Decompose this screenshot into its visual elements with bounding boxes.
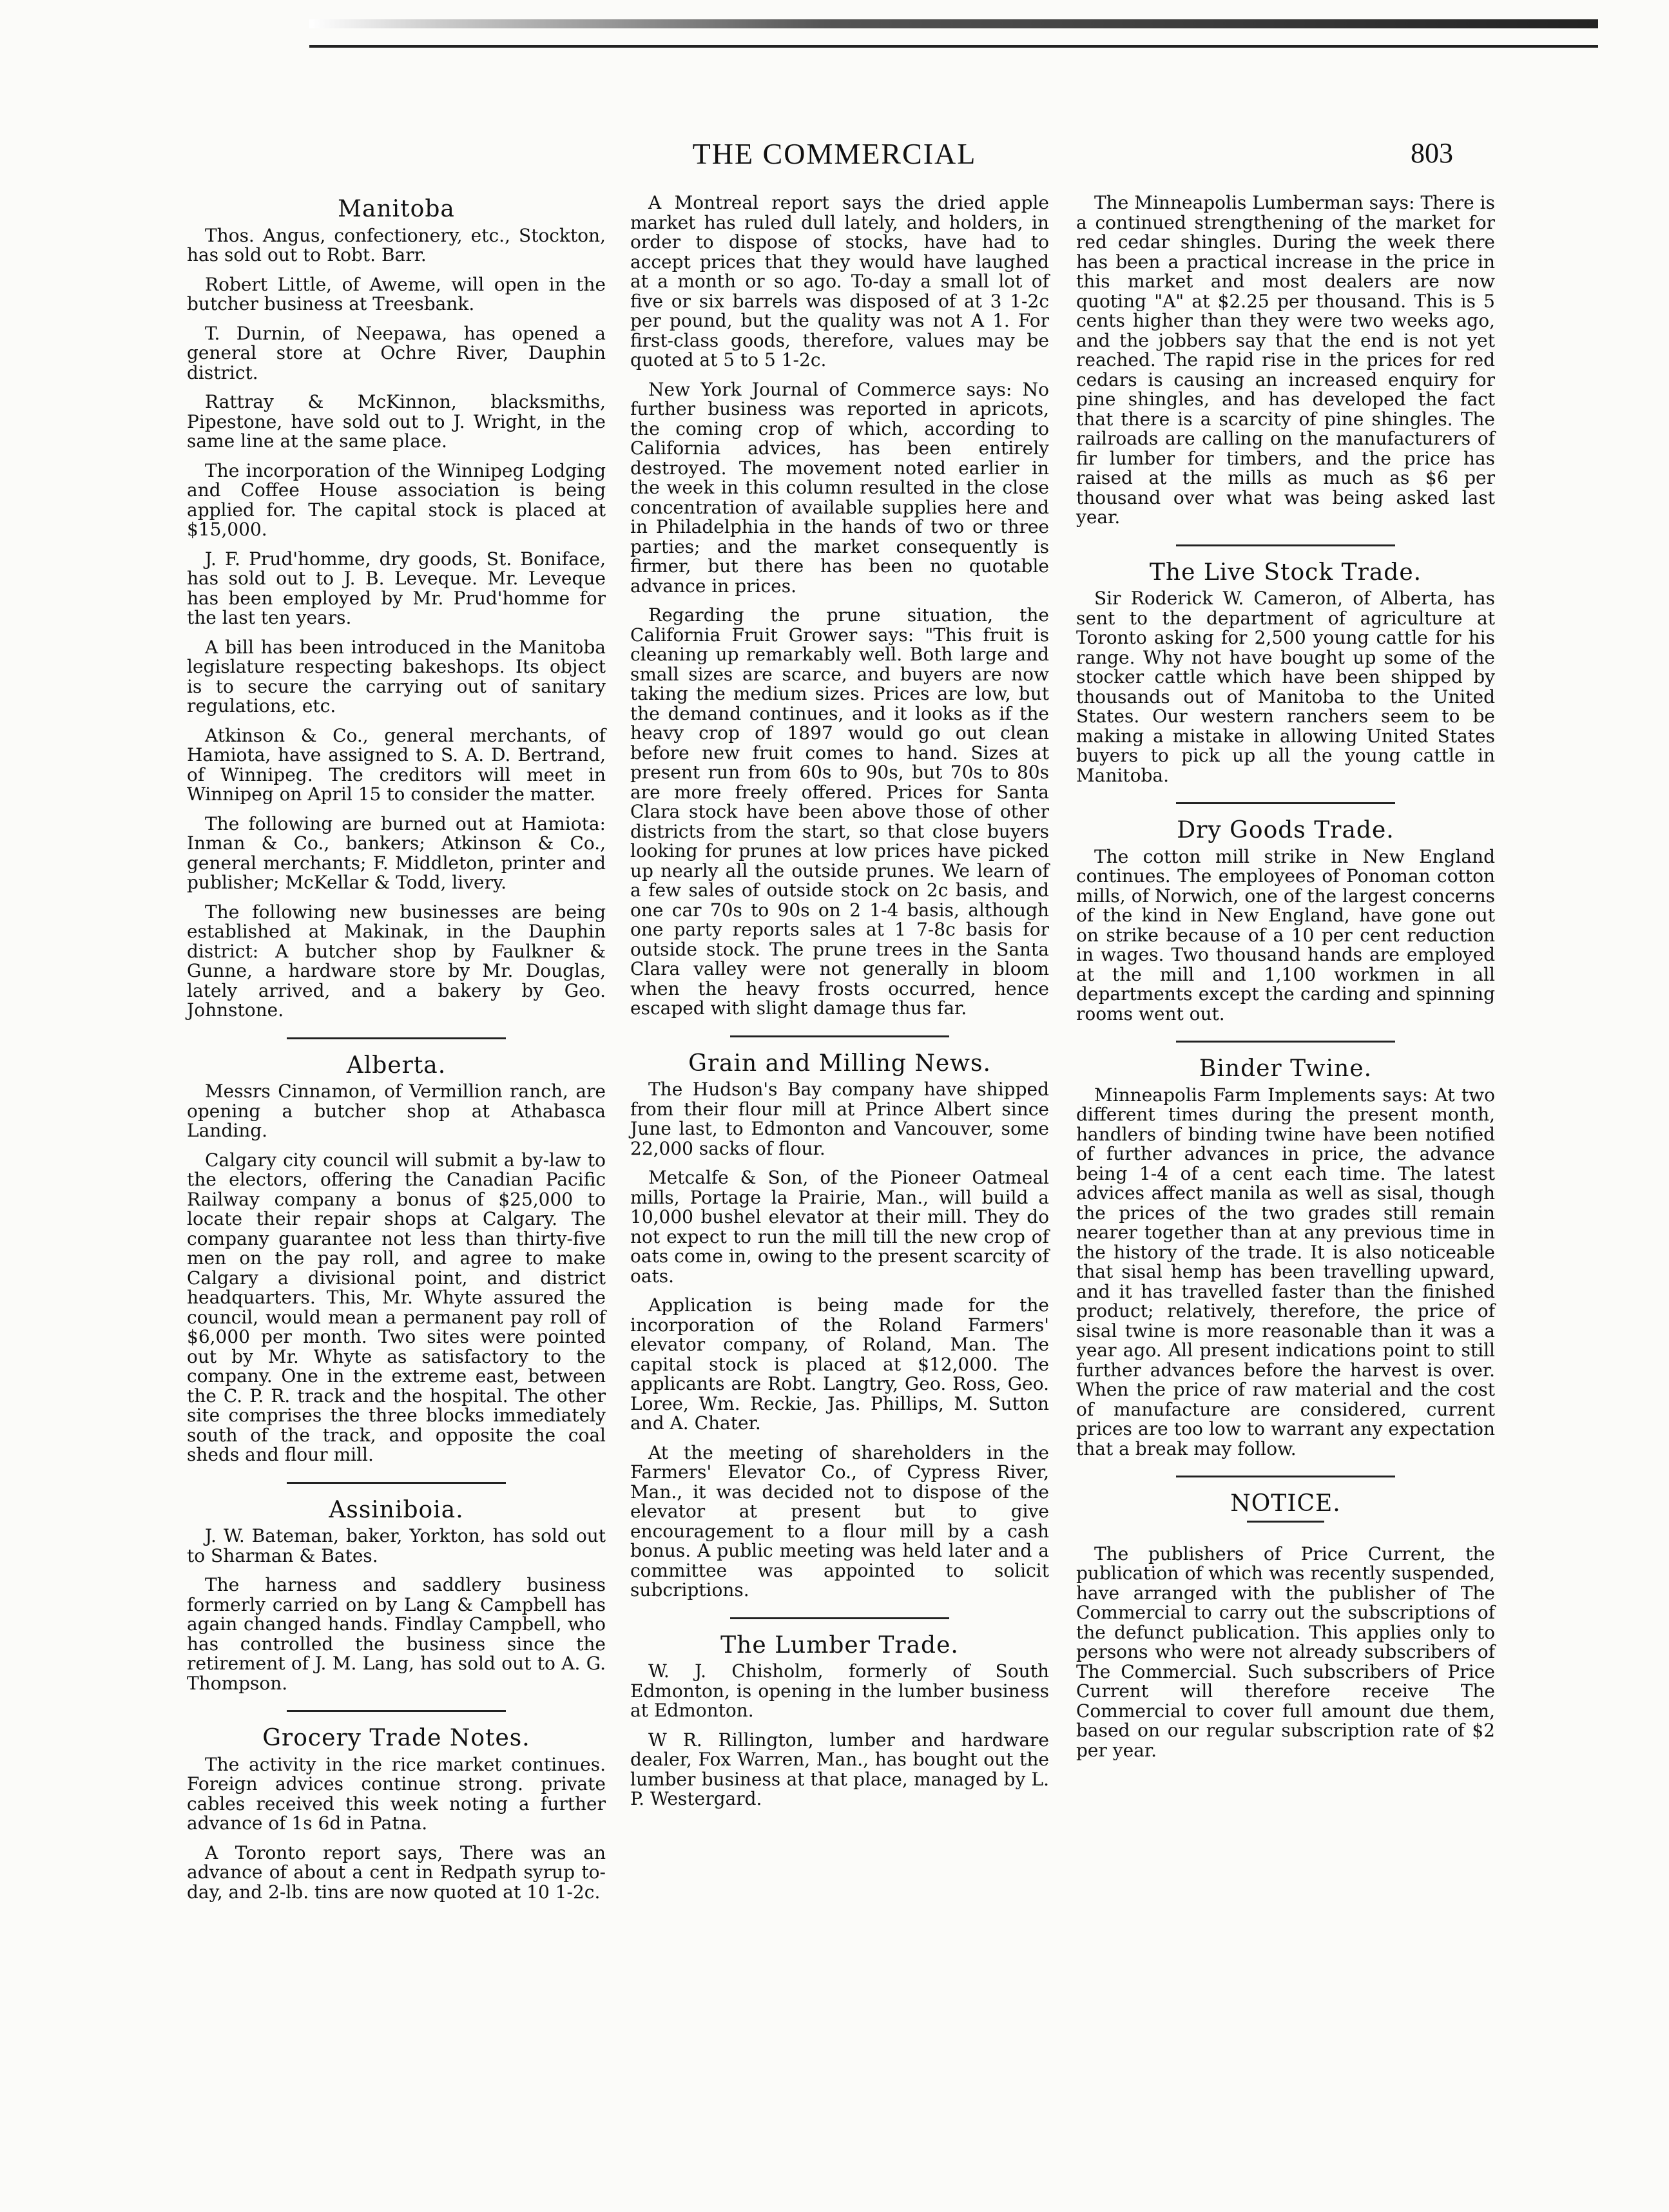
section-title-grain: Grain and Milling News. <box>688 1050 991 1077</box>
article-paragraph: Calgary city council will submit a by-law to the electors, offering the Canadian Pacific Railway company a bonus of $25,000 to locate their repair shops at Calgary. The company guarantee not less than thirty-five men on the pay roll, and agree to make Calgary a divisional point, and district headquarters. This, Mr. Whyte assured the council, would mean a permanent pay roll of $6,000 per month. Two sites were pointed out by Mr. Whyte as satisfactory to the company. One in the extreme east, between the C. P. R. track and the hospital. The other site comprises the three blocks immediately south of the track, and opposite the coal sheds and flour mill. <box>187 1149 606 1465</box>
article-paragraph: J. F. Prud'homme, dry goods, St. Boniface, has sold out to J. B. Leveque. Mr. Leveque has been employed by Mr. Prud'homme for the last ten years. <box>187 548 606 628</box>
article-paragraph: A Toronto report says, There was an advance of about a cent in Redpath syrup to-day, and 2-lb. tins are now quoted at 10 1-2c. <box>187 1842 606 1903</box>
top-thin-rule <box>309 45 1598 48</box>
section-grocery <box>187 1755 606 1903</box>
article-paragraph: New York Journal of Commerce says: No further business was reported in apricots, the coming crop of which, according to California advices, has been entirely destroyed. The movement noted earlier in the week in this column resulted in the close concentration of available supplies here and in Philadelphia in the hands of two or three parties; and the market consequently is firmer, but there has been no quotable advance in prices. <box>630 378 1049 597</box>
section-title-lumber: The Lumber Trade. <box>720 1631 959 1659</box>
section-divider <box>1176 802 1395 804</box>
article-paragraph: Metcalfe & Son, of the Pioneer Oatmeal mills, Portage la Prairie, Man., will build a 10,000 bushel elevator at their mill. They do not expect to run the mill till the new crop of oats come in, owing to the present scarcity of oats. <box>630 1167 1049 1287</box>
article-paragraph: A bill has been introduced in the Manitoba legislature respecting bakeshops. Its object is to secure the carrying out of sanitary regulations, etc. <box>187 636 606 716</box>
section-title-manitoba: Manitoba <box>338 196 455 222</box>
article-paragraph: T. Durnin, of Neepawa, has opened a general store at Ochre River, Dauphin district. <box>187 322 606 383</box>
article-paragraph: Application is being made for the incorporation of the Roland Farmers' elevator company, of Roland, Man. The capital stock is placed at $12,000. The applicants are Robt. Langtry, Geo. Ross, Geo. Loree, Wm. Reckie, Jas. Phillips, M. Sutton and A. Chater. <box>630 1294 1049 1434</box>
article-paragraph: Regarding the prune situation, the California Fruit Grower says: "This fruit is cleaning up remarkably well. Both large and small sizes are scarce, and buyers are now taking the medium sizes. Prices are low, but the demand continues, and it looks as if the heavy crop of 1897 would go out clean before new fruit comes to hand. Sizes at present run from 60s to 90s, but 70s to 80s are more freely offered. Prices for Santa Clara stock have been above those of other districts from the start, so that close buyers looking for prunes at low prices have picked up nearly all the outside prunes. We learn of a few sales of outside stock on 2c basis, and one car 70s to 90s on 2 1-4 basis, although one party reports sales at 1 7-8c basis for outside stock. The prune trees in the Santa Clara valley were not generally in bloom when the heavy frosts occurred, hence escaped with slight damage thus far. <box>630 604 1049 1019</box>
notice-divider <box>1247 1521 1324 1523</box>
section-shingles <box>1076 193 1495 528</box>
article-paragraph: Messrs Cinnamon, of Vermillion ranch, are opening a butcher shop at Athabasca Landing. <box>187 1081 606 1141</box>
section-assiniboia <box>187 1526 606 1693</box>
article-paragraph: Thos. Angus, confectionery, etc., Stockton, has sold out to Robt. Barr. <box>187 224 606 265</box>
article-paragraph: The Minneapolis Lumberman says: There is a continued strengthening of the market for red cedar shingles. During the week there has been a practical increase in the price in this market and most dealers are now quoting "A" at $2.25 per thousand. This is 5 cents higher than they were two weeks ago, and the jobbers say that the end is not yet reached. The rapid rise in the prices for red cedars is causing an increased enquiry for pine shingles, and has developed the fact that there is a scarcity of pine shingles. The railroads are calling on the manufacturers of fir lumber for timbers, and the price has raised at the mills as much as $6 per thousand over what was being asked last year. <box>1076 192 1495 528</box>
section-divider <box>287 1037 506 1039</box>
column-3 <box>1076 193 1495 1770</box>
section-title-alberta: Alberta. <box>346 1052 447 1079</box>
article-paragraph: W. J. Chisholm, formerly of South Edmonton, is opening in the lumber business at Edmonton. <box>630 1660 1049 1721</box>
section-divider <box>730 1035 949 1037</box>
section-divider <box>1176 544 1395 546</box>
section-alberta <box>187 1082 606 1465</box>
article-paragraph: The harness and saddlery business formerly carried on by Lang & Campbell has again changed hands. Findlay Campbell, who has controlled the business since the retirement of J. M. Lang, has sold out to A. G. Thompson. <box>187 1574 606 1694</box>
article-paragraph: The incorporation of the Winnipeg Lodging and Coffee House association is being applied for. The capital stock is placed at $15,000. <box>187 459 606 540</box>
page-title: THE COMMERCIAL <box>692 137 977 170</box>
column-1 <box>187 193 606 1912</box>
section-title-grocery: Grocery Trade Notes. <box>262 1725 530 1751</box>
section-grain <box>630 1080 1049 1601</box>
section-title-binder: Binder Twine. <box>1199 1055 1373 1082</box>
section-divider <box>730 1617 949 1619</box>
section-lumber <box>630 1662 1049 1809</box>
article-paragraph: J. W. Bateman, baker, Yorkton, has sold out to Sharman & Bates. <box>187 1525 606 1566</box>
section-divider <box>1176 1476 1395 1477</box>
article-paragraph: The following are burned out at Hamiota: Inman & Co., bankers; Atkinson & Co., general merchants; F. Middleton, printer and publisher; McKellar & Todd, livery. <box>187 813 606 893</box>
article-paragraph: At the meeting of shareholders in the Farmers' Elevator Co., of Cypress River, Man., it was decided not to dispose of the elevator at present but to give encouragement to a flour mill by a cash bonus. A public meeting was held later and a committee was appointed to solicit subcriptions. <box>630 1441 1049 1601</box>
section-title-livestock: The Live Stock Trade. <box>1149 559 1422 586</box>
section-title-notice: NOTICE. <box>1230 1490 1341 1517</box>
article-paragraph: W R. Rillington, lumber and hardware dealer, Fox Warren, Man., has bought out the lumber business at that place, managed by L. P. Westergard. <box>630 1729 1049 1809</box>
top-decorative-rule <box>309 19 1598 28</box>
section-divider <box>1176 1041 1395 1043</box>
article-paragraph: The following new businesses are being established at Makinak, in the Dauphin district: A butcher shop by Faulkner & Gunne, a hardware store by Mr. Douglas, lately arrived, and a bakery by Geo. Johnstone. <box>187 901 606 1021</box>
article-paragraph: Atkinson & Co., general merchants, of Hamiota, have assigned to S. A. D. Bertrand, of Winnipeg. The creditors will meet in Winnipeg on April 15 to consider the matter. <box>187 724 606 805</box>
article-paragraph: Rattray & McKinnon, blacksmiths, Pipestone, have sold out to J. Wright, in the same line at the same place. <box>187 391 606 452</box>
section-title-drygoods: Dry Goods Trade. <box>1177 817 1394 843</box>
column-2 <box>630 193 1049 1819</box>
page-number: 803 <box>1411 137 1453 169</box>
section-dried-fruit <box>630 193 1049 1019</box>
section-drygoods <box>1076 847 1495 1024</box>
article-paragraph: A Montreal report says the dried apple market has ruled dull lately, and holders, in order to dispose of stocks, have had to accept prices that they would have laughed at a month or so ago. To-day a small lot of five or six barrels was disposed of at 3 1-2c per pound, but the quality was not A 1. For first-class goods, therefore, values may be quoted at 5 to 5 1-2c. <box>630 192 1049 370</box>
section-divider <box>287 1482 506 1484</box>
article-paragraph: The Hudson's Bay company have shipped from their flour mill at Prince Albert since June last, to Edmonton and Vancouver, some 22,000 sacks of flour. <box>630 1079 1049 1159</box>
section-notice <box>1076 1544 1495 1761</box>
article-paragraph: The publishers of Price Current, the publication of which was recently suspended, have arranged with the publisher of The Commercial to carry out the subscriptions of the defunct publication. This applies only to persons who were not already subscribers of The Commercial. Such subscribers of Price Current will therefore receive The Commercial to cover full amount due them, based on our regular subscription rate of $2 per year. <box>1076 1543 1495 1761</box>
article-paragraph: The cotton mill strike in New England continues. The employees of Ponoman cotton mills, of Norwich, one of the largest concerns of the kind in New England, have gone out on strike because of a 10 per cent reduction in wages. Two thousand hands are employed at the mill and 1,100 workmen in all departments except the carding and spinning rooms went out. <box>1076 845 1495 1024</box>
section-manitoba <box>187 226 606 1021</box>
section-binder <box>1076 1086 1495 1459</box>
section-livestock <box>1076 589 1495 785</box>
article-paragraph: The activity in the rice market continues. Foreign advices continue strong. private cables received this week noting a further advance of 1s 6d in Patna. <box>187 1753 606 1834</box>
section-title-assiniboia: Assiniboia. <box>329 1496 464 1523</box>
article-paragraph: Minneapolis Farm Implements says: At two different times during the present month, handlers of binding twine have been notified of further advances in price, the advance being 1-4 of a cent each time. The latest advices affect manila as well as sisal, though the prices of the two grades still remain nearer together than at any previous time in the history of the trade. It is also noticeable that sisal hemp has been travelling upward, and it has travelled faster than the finished product; relatively, therefore, the price of sisal twine is more reasonable than it was a year ago. All present indications point to still further advances before the harvest is over. When the price of raw material and the cost of manufacture are considered, current prices are too low to warrant any expectation that a break may follow. <box>1076 1084 1495 1459</box>
section-divider <box>287 1710 506 1712</box>
article-paragraph: Robert Little, of Aweme, will open in the butcher business at Treesbank. <box>187 273 606 314</box>
article-paragraph: Sir Roderick W. Cameron, of Alberta, has sent to the department of agriculture at Toronto asking for 2,500 young cattle for his range. Why not have bought up some of the stocker cattle which have been shipped by thousands out of Manitoba to the United States. Our western ranchers seem to be making a mistake in allowing United States buyers to pick up all the young cattle in Manitoba. <box>1076 588 1495 786</box>
